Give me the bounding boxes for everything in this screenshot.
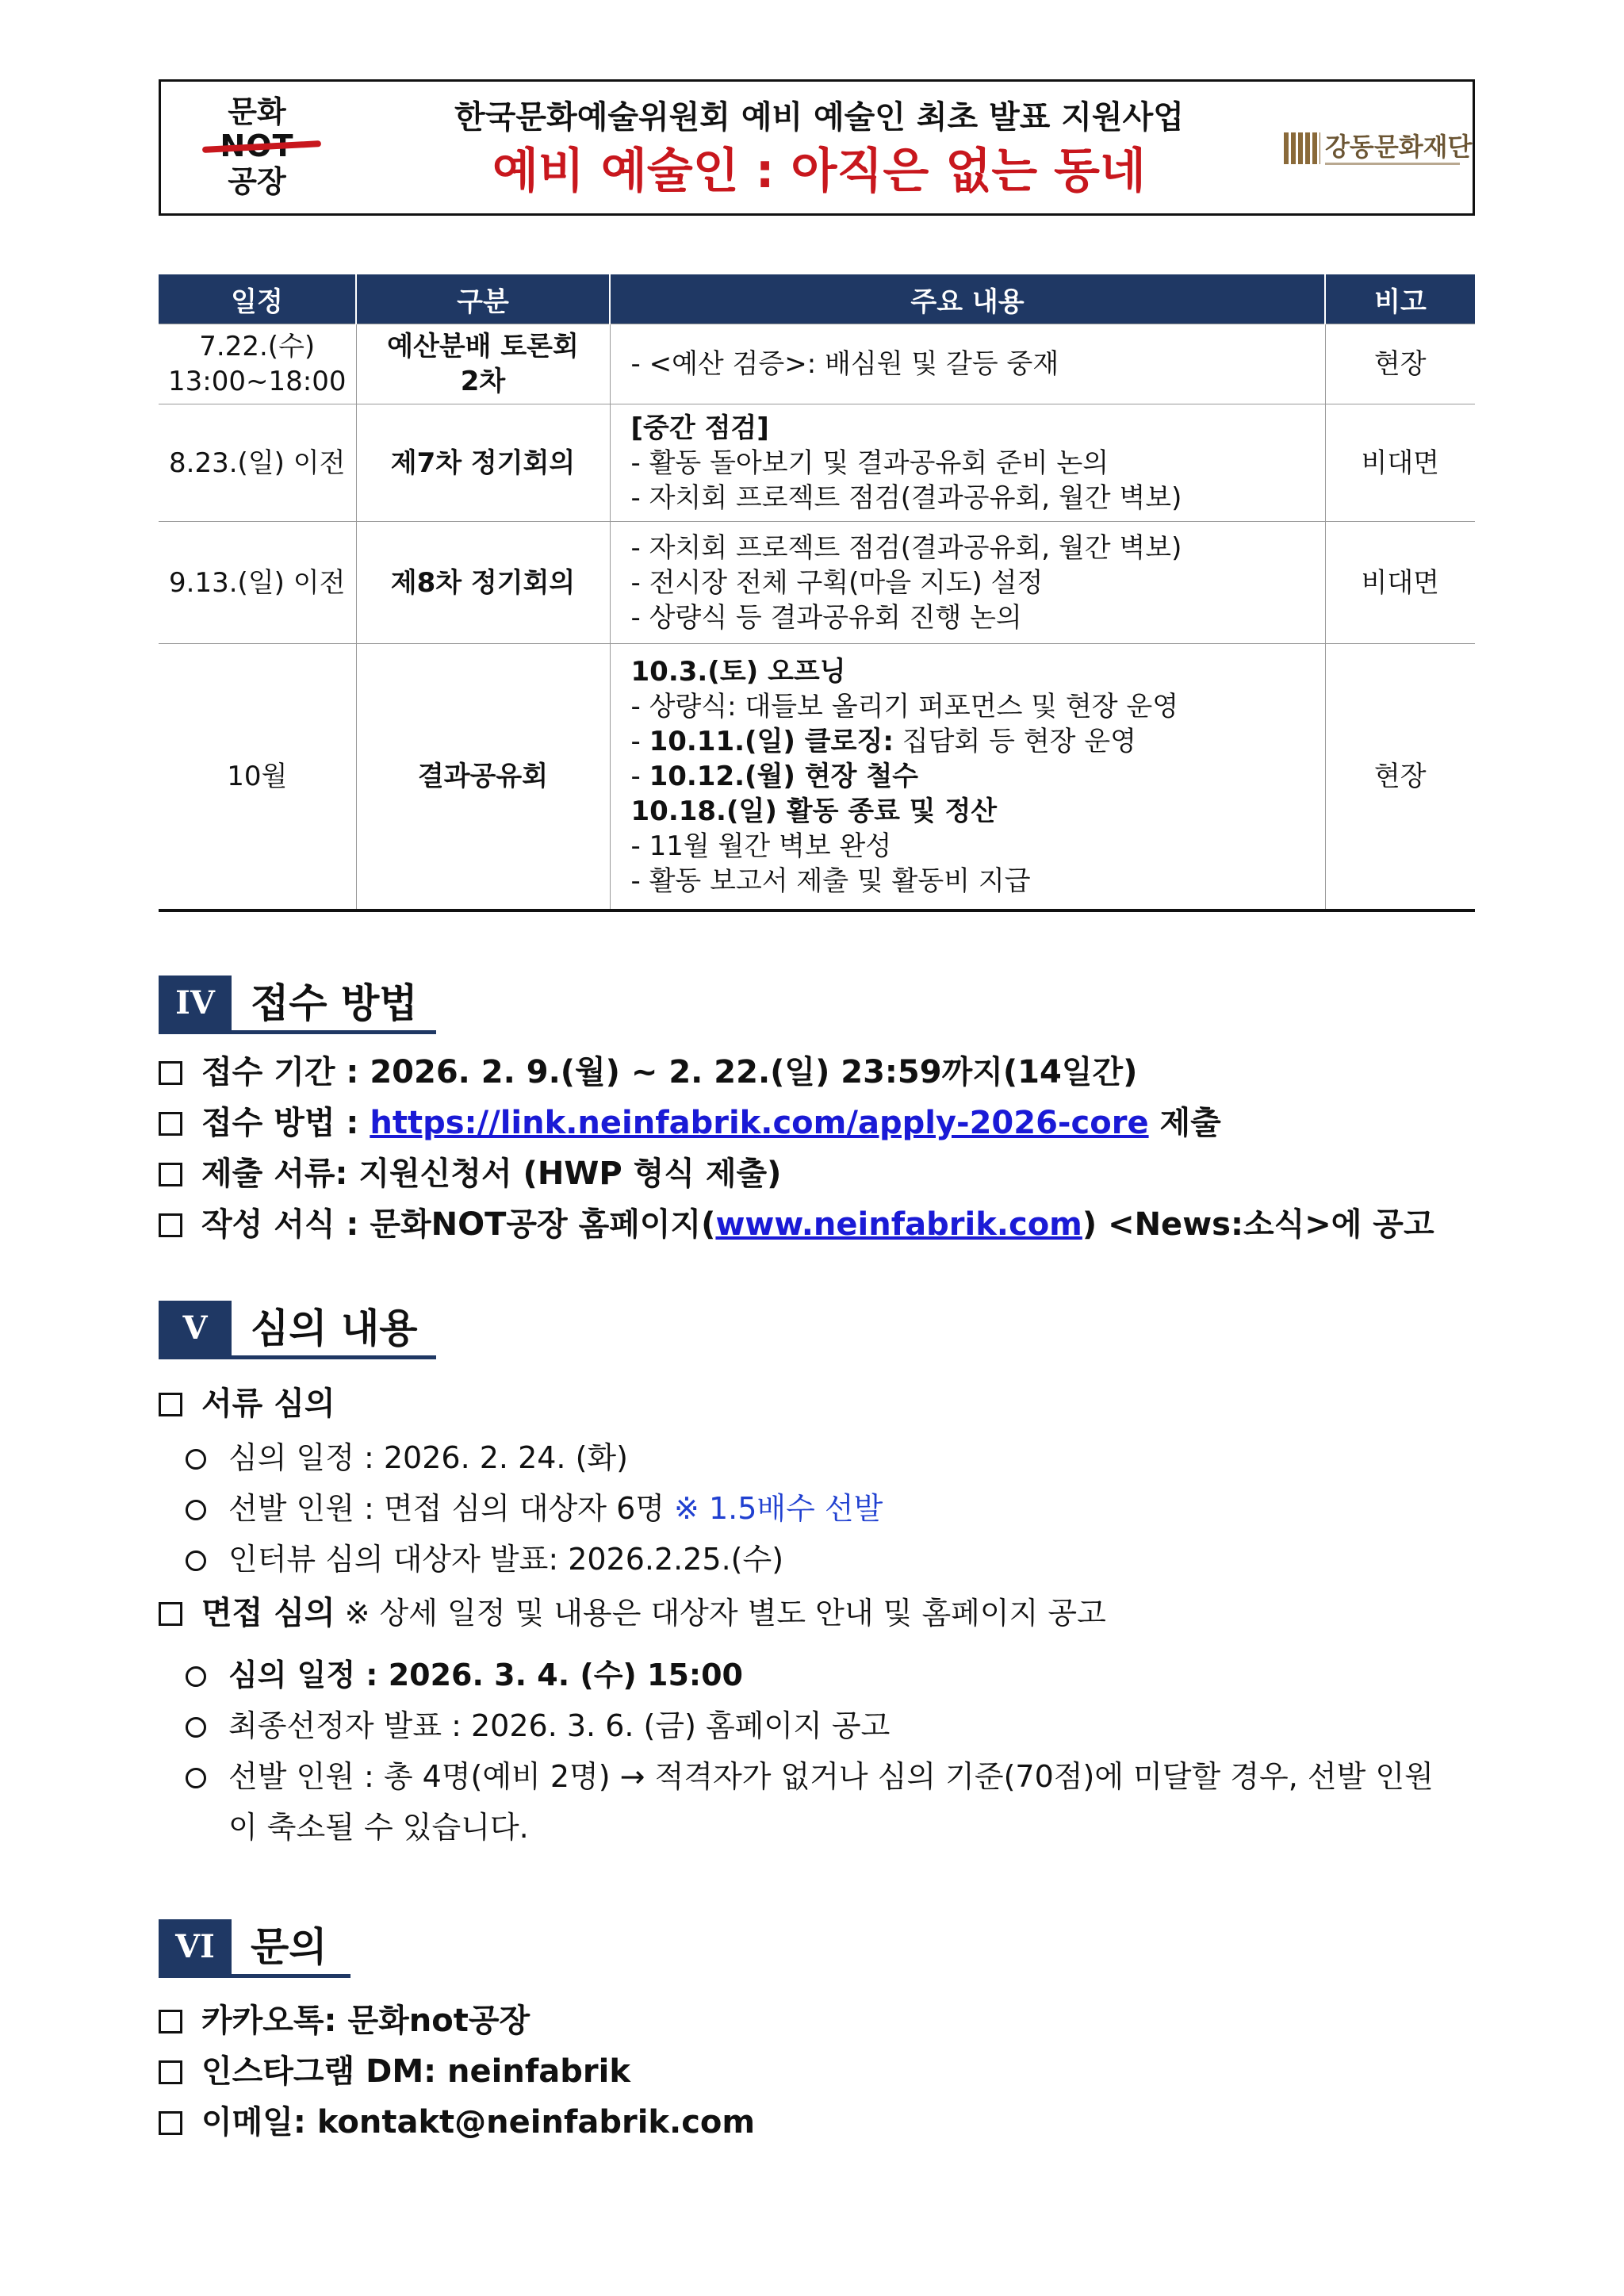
document-review-heading (159, 1382, 335, 1426)
contact-email-text: 이메일: kontakt@neinfabrik.com (201, 2104, 756, 2141)
section-number: VI (159, 1919, 232, 1975)
content-line (631, 724, 1317, 759)
apply-period-text: 접수 기간 : 2026. 2. 9.(월) ~ 2. 22.(일) 23:59까지(14일간) (201, 1054, 1138, 1091)
selection-multiplier-note: ※ 1.5배수 선발 (674, 1491, 883, 1526)
cell-type: 제8차 정기회의 (356, 522, 610, 644)
interview-date (186, 1653, 743, 1697)
contact-kakao-text: 카카오톡: 문화not공장 (201, 2003, 530, 2039)
cell-type: 결과공유회 (356, 644, 610, 910)
content-line: - 활동 돌아보기 및 결과공유회 준비 논의 (630, 447, 1109, 479)
section-underline (159, 1030, 436, 1034)
section-heading-vi (159, 1919, 350, 1978)
date-line: 7.22.(수) (199, 331, 316, 362)
final-selection-text: 선발 인원 : 총 4명(예비 2명) → 적격자가 없거나 심의 기준(70점)에 미달할 경우, 선발 인원 (228, 1759, 1434, 1794)
header-title: 예비 예술인 : 아직은 없는 동네 (492, 144, 1146, 199)
circle-bullet-icon (186, 1717, 206, 1738)
content-line (631, 759, 1317, 794)
content-line: - <예산 검증>: 배심원 및 갈등 중재 (630, 348, 1059, 380)
checkbox-icon (159, 1602, 182, 1626)
checkbox-icon (159, 2010, 182, 2033)
type-line: 2차 (460, 366, 506, 397)
circle-bullet-icon (186, 1768, 206, 1788)
section-heading-v (159, 1301, 436, 1359)
apply-period (159, 1050, 1137, 1094)
bullet-dash: - (630, 760, 649, 792)
cell-date: 9.13.(일) 이전 (159, 522, 356, 644)
apply-method (159, 1101, 1221, 1145)
checkbox-icon (159, 1112, 182, 1136)
section-underline (159, 1355, 436, 1359)
cell-note: 현장 (1325, 324, 1475, 404)
section-underline (159, 1974, 350, 1978)
munhwa-not-gongjang-logo (205, 93, 332, 205)
circle-bullet-icon (186, 1550, 206, 1571)
final-announce (186, 1704, 890, 1748)
content-line: 10.18.(일) 활동 종료 및 정산 (630, 795, 998, 827)
content-line: - 자치회 프로젝트 점검(결과공유회, 월간 벽보) (630, 481, 1182, 514)
interview-review-note: ※ 상세 일정 및 내용은 대상자 별도 안내 및 홈페이지 공고 (335, 1596, 1106, 1631)
interview-review-heading (159, 1591, 1106, 1635)
closing-text: 집담회 등 현장 운영 (893, 725, 1136, 757)
table-header-row (159, 274, 1475, 324)
closing-label: 10.11.(일) 클로징: (649, 725, 894, 757)
checkbox-icon (159, 1393, 182, 1416)
doc-review-selection-text: 선발 인원 : 면접 심의 대상자 6명 (228, 1491, 675, 1526)
form-source-prefix: 작성 서식 : 문화NOT공장 홈페이지( (201, 1206, 716, 1243)
gangdong-foundation-logo (1284, 128, 1473, 169)
required-docs (159, 1152, 781, 1196)
content-line: [중간 점검] (630, 412, 769, 444)
cell-content (610, 324, 1325, 404)
cell-note: 비대면 (1325, 522, 1475, 644)
type-line: 예산분배 토론회 (387, 331, 579, 362)
document-review-label: 서류 심의 (201, 1386, 335, 1422)
cell-content (610, 644, 1325, 910)
contact-email (159, 2100, 755, 2145)
content-line: - 11월 월간 벽보 완성 (630, 830, 892, 862)
homepage-link[interactable]: www.neinfabrik.com (715, 1206, 1082, 1243)
form-source-suffix: ) <News:소식>에 공고 (1082, 1206, 1434, 1243)
table-row (159, 324, 1475, 404)
section-title: 심의 내용 (251, 1305, 418, 1351)
contact-instagram (159, 2049, 630, 2094)
final-announce-text: 최종선정자 발표 : 2026. 3. 6. (금) 홈페이지 공고 (228, 1708, 891, 1743)
cell-content (610, 522, 1325, 644)
table-row (159, 404, 1475, 522)
cell-note: 비대면 (1325, 404, 1475, 522)
logo-line-3: 공장 (228, 164, 286, 199)
doc-review-date-text: 심의 일정 : 2026. 2. 24. (화) (228, 1440, 628, 1475)
required-docs-text: 제출 서류: 지원신청서 (HWP 형식 제출) (201, 1156, 782, 1192)
section-heading-iv (159, 976, 436, 1034)
section-number: IV (159, 976, 232, 1031)
col-header-content: 주요 내용 (610, 274, 1325, 324)
col-header-type: 구분 (356, 274, 610, 324)
schedule-table (159, 274, 1475, 912)
interview-announce-text: 인터뷰 심의 대상자 발표: 2026.2.25.(수) (228, 1542, 784, 1577)
apply-method-label: 접수 방법 : (201, 1105, 370, 1141)
header-subtitle: 한국문화예술위원회 예비 예술인 최초 발표 지원사업 (454, 99, 1184, 136)
section-title: 문의 (251, 1924, 327, 1970)
circle-bullet-icon (186, 1449, 206, 1470)
final-selection-cont: 이 축소될 수 있습니다. (228, 1810, 529, 1845)
cell-type (356, 324, 610, 404)
checkbox-icon (159, 2111, 182, 2135)
section-number: V (159, 1301, 232, 1356)
doc-review-date (186, 1435, 628, 1480)
cell-date (159, 324, 356, 404)
contact-kakao (159, 1999, 530, 2043)
document-header (159, 79, 1475, 216)
foundation-name: 강동문화재단 (1325, 132, 1473, 162)
content-line: - 자치회 프로젝트 점검(결과공유회, 월간 벽보) (630, 531, 1182, 564)
final-selection (186, 1754, 1434, 1799)
cell-date: 10월 (159, 644, 356, 910)
bullet-dash: - (630, 725, 649, 757)
checkbox-icon (159, 1163, 182, 1186)
apply-method-suffix: 제출 (1148, 1105, 1221, 1141)
interview-announce (186, 1537, 783, 1581)
content-line: - 상량식: 대들보 올리기 퍼포먼스 및 현장 운영 (630, 690, 1179, 723)
form-source (159, 1202, 1434, 1247)
cell-note: 현장 (1325, 644, 1475, 910)
teardown-label: 10.12.(월) 현장 철수 (649, 760, 919, 792)
content-line: - 활동 보고서 제출 및 활동비 지급 (630, 864, 1031, 897)
table-row (159, 522, 1475, 644)
cell-date: 8.23.(일) 이전 (159, 404, 356, 522)
section-title: 접수 방법 (251, 980, 418, 1026)
col-header-note: 비고 (1325, 274, 1475, 324)
circle-bullet-icon (186, 1666, 206, 1687)
checkbox-icon (159, 2060, 182, 2084)
doc-review-selection (186, 1486, 883, 1531)
checkbox-icon (159, 1213, 182, 1237)
apply-link[interactable]: https://link.neinfabrik.com/apply-2026-core (370, 1105, 1149, 1141)
content-line: - 상량식 등 결과공유회 진행 논의 (630, 601, 1022, 634)
time-line: 13:00~18:00 (168, 366, 347, 397)
checkbox-icon (159, 1061, 182, 1085)
cell-type: 제7차 정기회의 (356, 404, 610, 522)
contact-instagram-text: 인스타그램 DM: neinfabrik (201, 2053, 630, 2090)
circle-bullet-icon (186, 1500, 206, 1520)
cell-content (610, 404, 1325, 522)
content-line: 10.3.(토) 오프닝 (630, 655, 846, 688)
col-header-date: 일정 (159, 274, 356, 324)
content-line: - 전시장 전체 구획(마을 지도) 설정 (630, 566, 1044, 599)
foundation-underline (1325, 163, 1460, 165)
interview-review-label: 면접 심의 (201, 1595, 335, 1631)
interview-date-text: 심의 일정 : 2026. 3. 4. (수) 15:00 (228, 1658, 743, 1692)
foundation-mark-icon (1284, 132, 1320, 164)
logo-line-1: 문화 (228, 94, 286, 129)
table-row (159, 644, 1475, 910)
